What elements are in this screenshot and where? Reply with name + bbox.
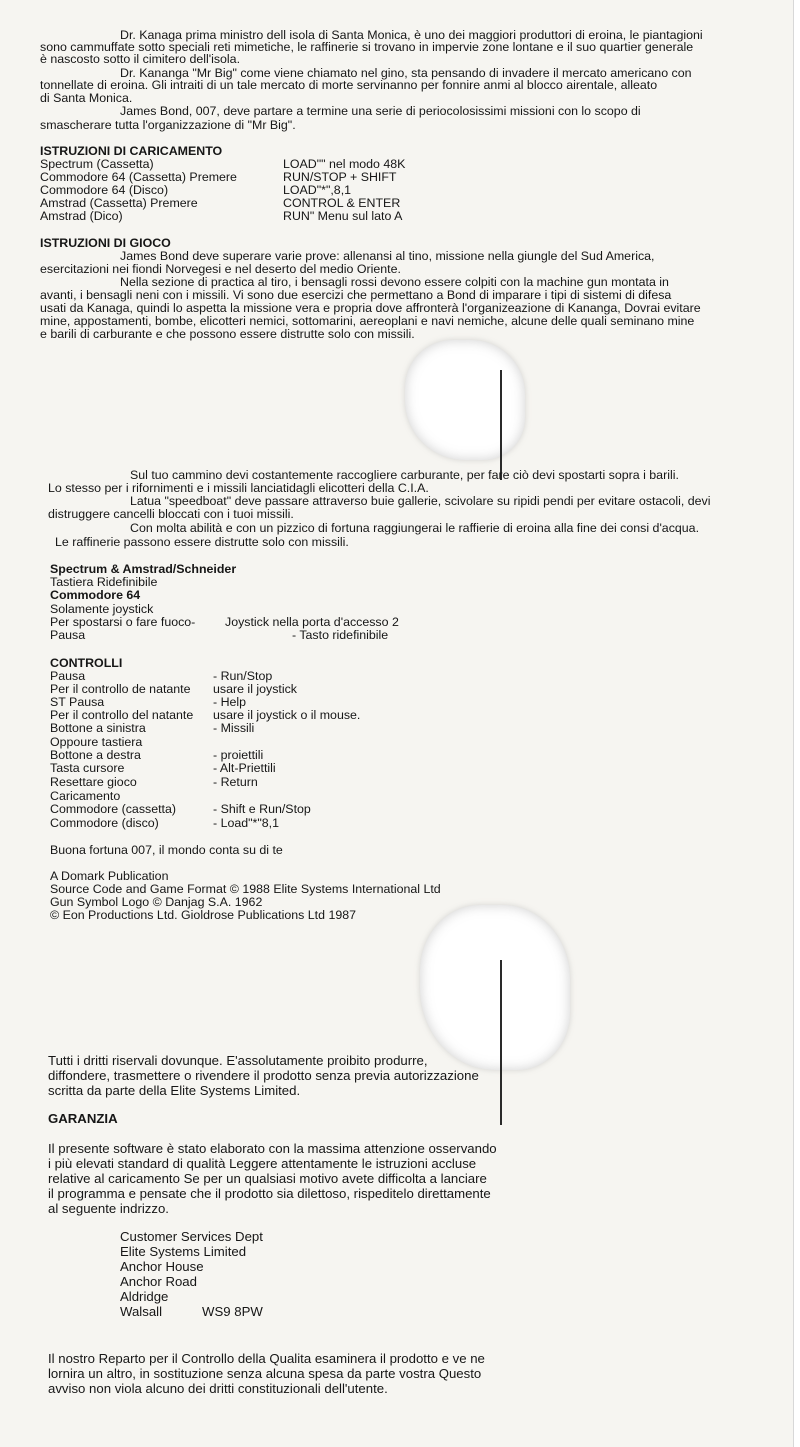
warranty-line-3: relative al caricamento Se per un qualsiasi motivo avete difficolta a lanciare xyxy=(48,1171,487,1186)
control-label: Tasta cursore xyxy=(50,761,125,775)
control-label: Resettare gioco xyxy=(50,775,137,789)
control-label: Commodore (disco) xyxy=(50,816,159,830)
control-label: ST Pausa xyxy=(50,695,105,709)
loading-platform: Spectrum (Cassetta) xyxy=(40,157,154,171)
control-label: Per il controllo del natante xyxy=(50,708,194,722)
path-line-5: Con molta abilità e con un pizzico di fortuna raggiungerai le raffierie di eroina alla fine dei consi d'acqua. xyxy=(130,521,700,535)
paper-crease-upper xyxy=(405,340,525,460)
rights-line-1: Tutti i dritti riservali dovunque. E'assolutamente proibito produrre, xyxy=(48,1053,428,1068)
control-value: usare il joystick o il mouse. xyxy=(213,708,361,722)
loading-command: RUN" Menu sul lato A xyxy=(283,209,403,223)
path-line-6: Le raffinerie passono essere distrutte solo con missili. xyxy=(55,535,349,549)
loading-platform: Commodore 64 (Disco) xyxy=(40,183,169,197)
paper-fold-lower xyxy=(500,960,502,1125)
intro-line-2: sono cammuffate sotto speciali reti mimetiche, le raffinerie si trovano in impervie zone lontane e il suo quartier generale xyxy=(40,40,694,54)
intro-line-1: Dr. Kanaga prima ministro dell isola di Santa Monica, è uno dei maggiori produttori di eroina, le piantagioni xyxy=(120,28,703,42)
controls-heading: CONTROLLI xyxy=(50,656,123,670)
path-line-1: Sul tuo cammino devi costantemente raccogliere carburante, per fare ciò devi spostarti sopra i barili. xyxy=(130,468,679,482)
control-value: - Run/Stop xyxy=(213,669,273,683)
address-line-5: Aldridge xyxy=(120,1289,169,1304)
address-line-6: Walsall xyxy=(120,1304,163,1319)
intro-line-8: smascherare tutta l'organizzazione di "Mr Big". xyxy=(40,118,296,132)
path-line-2: Lo stesso per i rifornimenti e i missili lanciatidagli elicotteri della C.I.A. xyxy=(48,481,429,495)
control-label: Caricamento xyxy=(50,789,121,803)
move-label: Per spostarsi o fare fuoco- xyxy=(50,615,196,629)
control-value: - Load"*"8,1 xyxy=(213,816,279,830)
credits-line-1: A Domark Publication xyxy=(50,869,169,883)
spectrum-heading: Spectrum & Amstrad/Schneider xyxy=(50,562,237,576)
rights-line-2: diffondere, trasmettere o rivendere il prodotto senza previa autorizzazione xyxy=(48,1068,479,1083)
paper-crease-lower xyxy=(420,905,570,1070)
control-value: usare il joystick xyxy=(213,682,298,696)
intro-line-3: è nascosto sotto il cimitero dell'isola. xyxy=(40,52,241,66)
control-label: Bottone a sinistra xyxy=(50,721,146,735)
c64-heading: Commodore 64 xyxy=(50,588,141,602)
control-value: - Alt-Priettili xyxy=(213,761,276,775)
address-line-4: Anchor Road xyxy=(120,1274,197,1289)
game-line-6: mine, appostamenti, bombe, elicotteri nemici, sottomarini, aereoplani e navi nemiche, alcune delle quali seminano mine xyxy=(40,314,695,328)
game-line-2: esercitazioni nei fiondi Norvegesi e nel deserto del medio Oriente. xyxy=(40,262,401,276)
loading-platform: Commodore 64 (Cassetta) Premere xyxy=(40,170,237,184)
game-line-5: usati da Kanaga, quindi lo aspetta la missione vera e propria dove affronterà l'organizeazione di Kananga, Dovrai evitare xyxy=(40,301,701,315)
control-label: Bottone a destra xyxy=(50,748,141,762)
control-label: Commodore (cassetta) xyxy=(50,802,177,816)
game-heading: ISTRUZIONI DI GIOCO xyxy=(40,236,171,250)
control-label: Per il controllo de natante xyxy=(50,682,191,696)
loading-command: CONTROL & ENTER xyxy=(283,196,401,210)
intro-line-4: Dr. Kananga "Mr Big" come viene chiamato nel gino, sta pensando di invadere il mercato americano con xyxy=(120,66,692,80)
address-line-2: Elite Systems Limited xyxy=(120,1244,247,1259)
loading-platform: Amstrad (Dico) xyxy=(40,209,123,223)
game-line-7: e barili di carburante e che possono essere distrutte solo con missili. xyxy=(40,327,415,341)
credits-line-2: Source Code and Game Format © 1988 Elite Systems International Ltd xyxy=(50,882,441,896)
game-line-4: avanti, i bensagli neni con i missili. Vi sono due esercizi che permettano a Bond di imparare i tipi di sistemi di difesa xyxy=(40,288,672,302)
loading-command: RUN/STOP + SHIFT xyxy=(283,170,397,184)
loading-command: LOAD"" nel modo 48K xyxy=(283,157,406,171)
intro-line-5: tonnellate di eroina. Gli intraiti di un tale mercato di morte servinanno per fonnire anmi al blocco airentale, alleato xyxy=(40,78,658,92)
move-value: Joystick nella porta d'accesso 2 xyxy=(225,615,399,629)
control-value: - Missili xyxy=(213,721,255,735)
warranty-line-4: il programma e pensate che il prodotto sia dilettoso, rispeditelo direttamente xyxy=(48,1186,491,1201)
good-luck-text: Buona fortuna 007, il mondo conta su di te xyxy=(50,843,283,857)
paper-fold-upper xyxy=(500,370,502,480)
path-line-3: Latua "speedboat" deve passare attraverso buie gallerie, scivolare su ripidi pendi per evitare ostacoli, devi xyxy=(130,494,711,508)
loading-command: LOAD"*",8,1 xyxy=(283,183,352,197)
pause-label: Pausa xyxy=(50,628,86,642)
paper-edge xyxy=(793,0,800,1447)
quality-line-1: Il nostro Reparto per il Controllo della Qualita esaminera il prodotto e ve ne xyxy=(48,1351,485,1366)
rights-line-3: scritta da parte della Elite Systems Limited. xyxy=(48,1083,301,1098)
quality-line-2: lornira un altro, in sostituzione senza alcuna spesa da parte vostra Questo xyxy=(48,1366,482,1381)
warranty-line-5: al seguente indrizzo. xyxy=(48,1201,169,1216)
address-line-3: Anchor House xyxy=(120,1259,204,1274)
control-value: - proiettili xyxy=(213,748,264,762)
intro-line-6: di Santa Monica. xyxy=(40,91,133,105)
path-line-4: distruggere cancelli bloccati con i tuoi missili. xyxy=(48,507,294,521)
address-line-1: Customer Services Dept xyxy=(120,1229,263,1244)
warranty-heading: GARANZIA xyxy=(48,1111,118,1126)
credits-line-4: © Eon Productions Ltd. Gioldrose Publications Ltd 1987 xyxy=(50,908,357,922)
control-value: - Shift e Run/Stop xyxy=(213,802,311,816)
loading-platform: Amstrad (Cassetta) Premere xyxy=(40,196,198,210)
control-label: Oppoure tastiera xyxy=(50,735,143,749)
credits-line-3: Gun Symbol Logo © Danjag S.A. 1962 xyxy=(50,895,263,909)
warranty-line-1: Il presente software è stato elaborato con la massima attenzione osservando xyxy=(48,1141,497,1156)
quality-line-3: avviso non viola alcuno dei dritti constituzionali dell'utente. xyxy=(48,1381,388,1396)
pause-value: - Tasto ridefinibile xyxy=(292,628,389,642)
spectrum-text: Tastiera Ridefinibile xyxy=(50,575,158,589)
control-value: - Help xyxy=(213,695,247,709)
warranty-line-2: i più elevati standard di qualità Leggere attentamente le istruzioni accluse xyxy=(48,1156,477,1171)
c64-text: Solamente joystick xyxy=(50,602,154,616)
loading-heading: ISTRUZIONI DI CARICAMENTO xyxy=(40,144,223,158)
control-value: - Return xyxy=(213,775,258,789)
game-line-1: James Bond deve superare varie prove: allenansi al tino, missione nella giungle del Sud America, xyxy=(120,249,655,263)
intro-line-7: James Bond, 007, deve partare a termine una serie di periocolosissimi missioni con lo scopo di xyxy=(120,104,641,118)
game-line-3: Nella sezione di practica al tiro, i bensagli rossi devono essere colpiti con la machine gun montata in xyxy=(120,275,669,289)
control-label: Pausa xyxy=(50,669,86,683)
address-postcode: WS9 8PW xyxy=(202,1304,263,1319)
